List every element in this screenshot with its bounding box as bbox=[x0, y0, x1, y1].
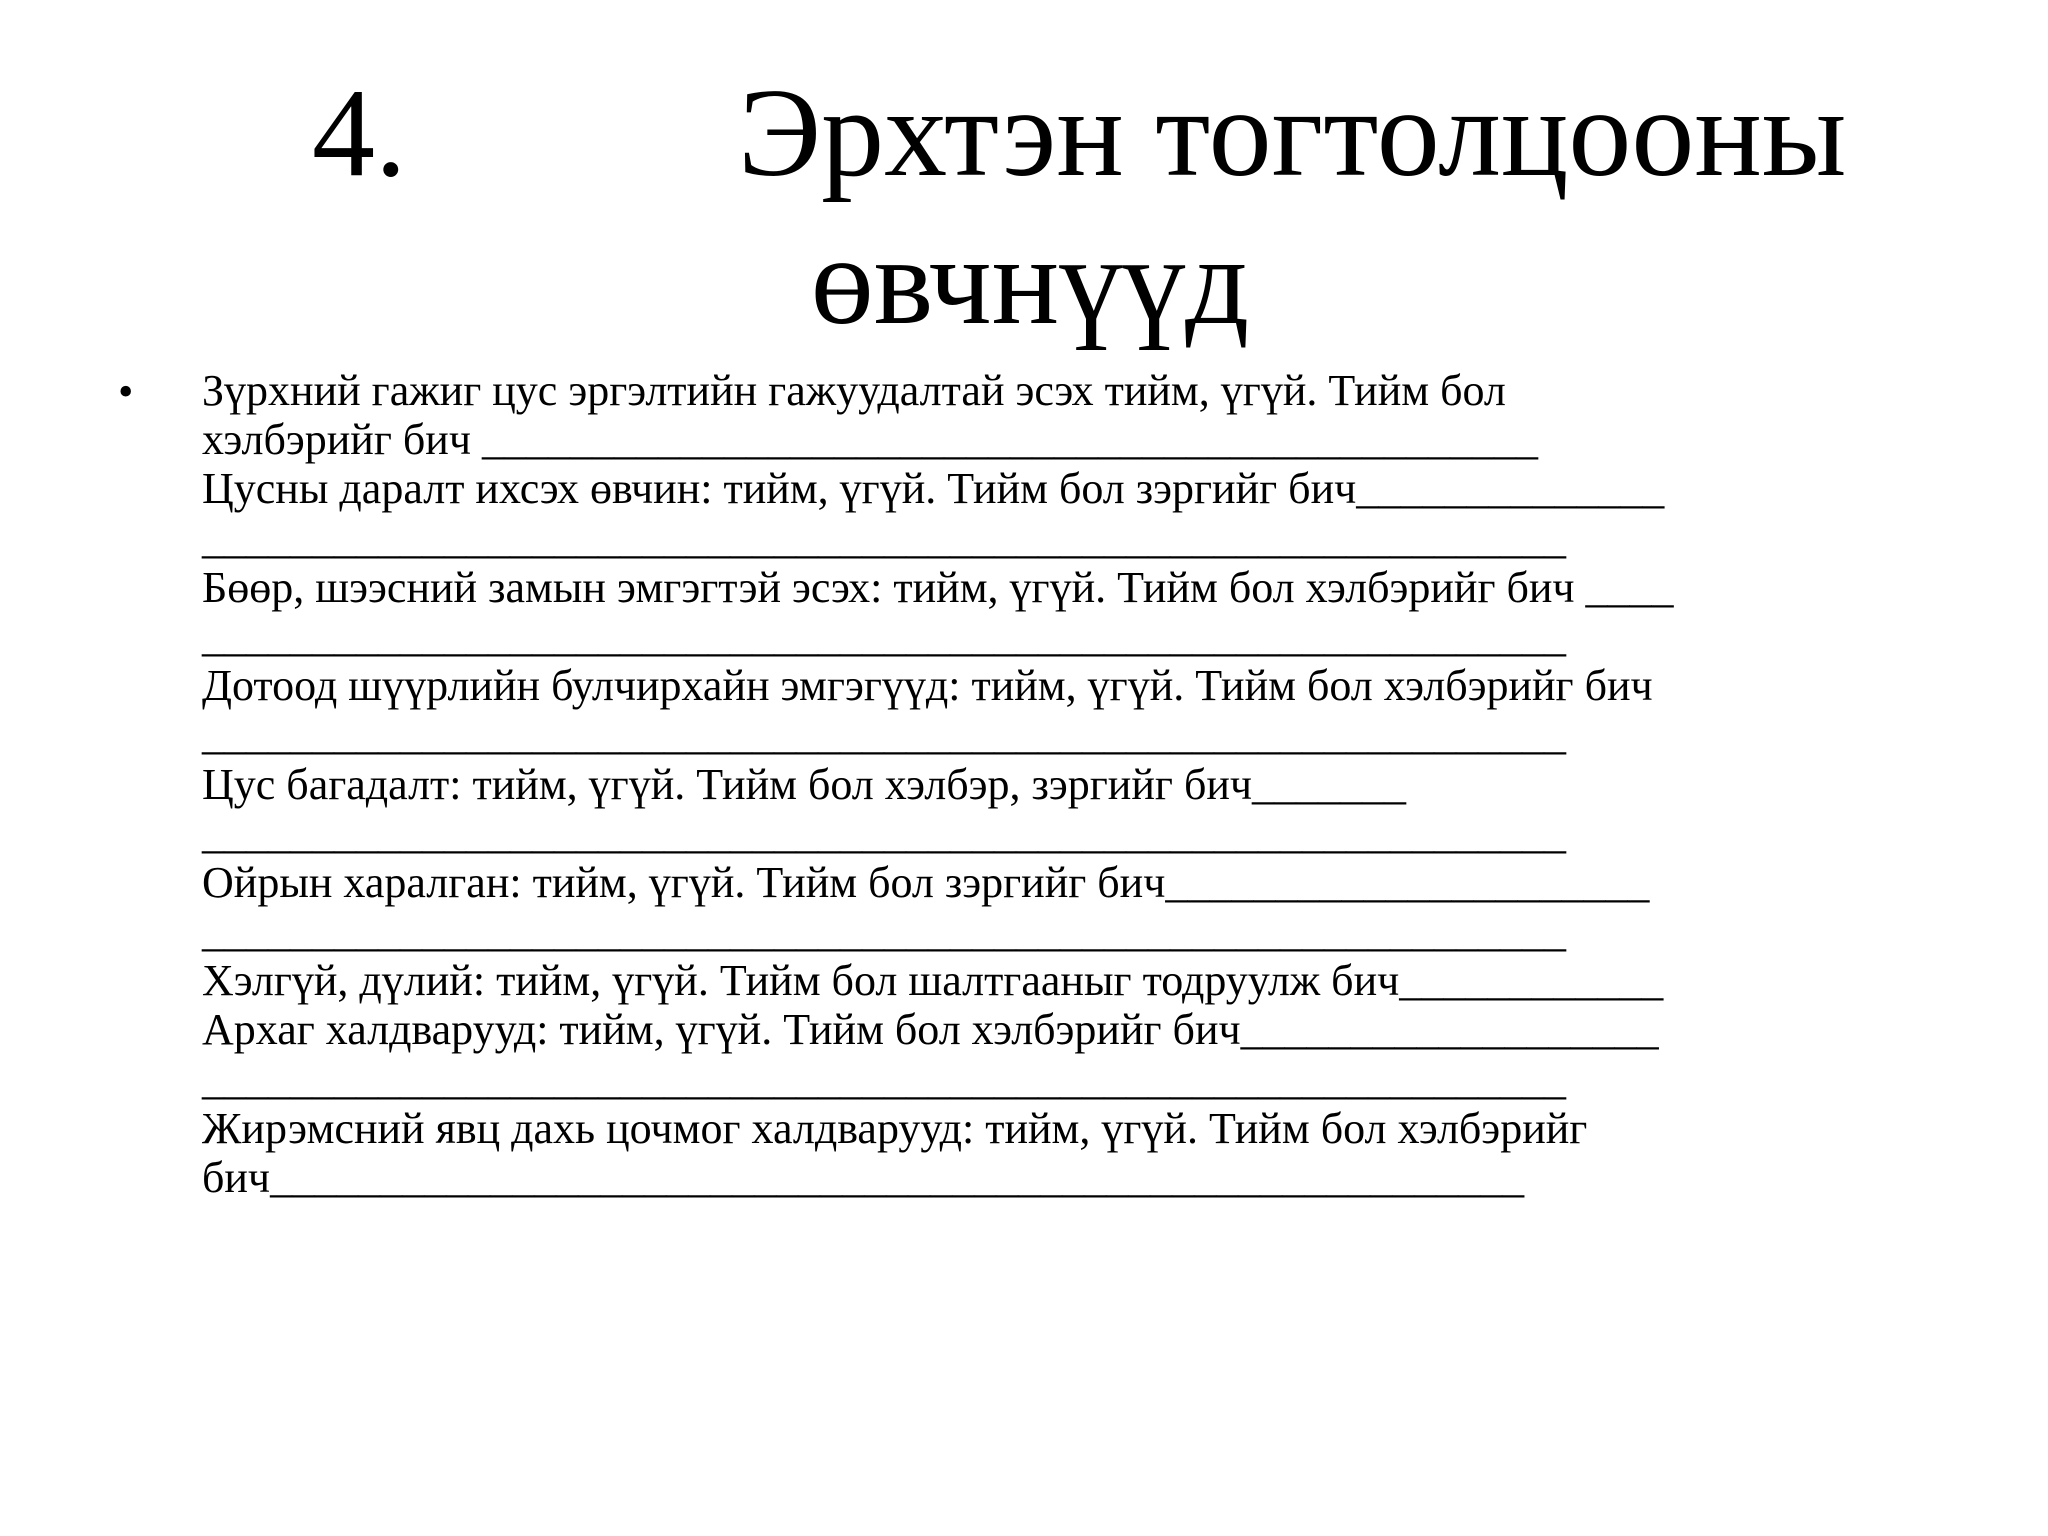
text-line: Дотоод шүүрлийн булчирхайн эмгэгүүд: тийм, үгүй. Тийм бол хэлбэрийг бич bbox=[202, 661, 1653, 711]
text-line: Бөөр, шээсний замын эмгэгтэй эсэх: тийм, үгүй. Тийм бол хэлбэрийг бич ____ bbox=[202, 562, 1674, 612]
title-number: 4. bbox=[312, 64, 407, 203]
title-line-2: өвчнүүд bbox=[810, 212, 1250, 351]
bullet-symbol: • bbox=[118, 367, 134, 416]
title-line-1 bbox=[0, 60, 2048, 208]
text-line: ______________________________________________________________ bbox=[202, 513, 1566, 563]
text-line: Зүрхний гажиг цус эргэлтийн гажуудалтай эсэх тийм, үгүй. Тийм бол bbox=[202, 366, 1506, 415]
text-line: ______________________________________________________________ bbox=[202, 710, 1566, 760]
text-line: ______________________________________________________________ bbox=[202, 907, 1566, 957]
slide-title bbox=[0, 60, 2048, 351]
title-text-1: Эрхтэн тогтолцооны bbox=[738, 64, 1847, 203]
text-line: ______________________________________________________________ bbox=[202, 611, 1566, 661]
text-line: хэлбэрийг бич ________________________________________________ bbox=[202, 415, 1538, 465]
text-line: Хэлгүй, дүлий: тийм, үгүй. Тийм бол шалтгааныг тодруулж бич____________ bbox=[202, 956, 1664, 1006]
text-line: Ойрын харалган: тийм, үгүй. Тийм бол зэргийг бич______________________ bbox=[202, 857, 1650, 907]
text-line: Цусны даралт ихсэх өвчин: тийм, үгүй. Тийм бол зэргийг бич______________ bbox=[202, 464, 1665, 514]
bullet-text bbox=[202, 366, 1962, 1202]
text-line: Архаг халдварууд: тийм, үгүй. Тийм бол хэлбэрийг бич___________________ bbox=[202, 1005, 1659, 1055]
text-line: ______________________________________________________________ bbox=[202, 1054, 1566, 1104]
text-line: ______________________________________________________________ bbox=[202, 808, 1566, 858]
text-line: Цус багадалт: тийм, үгүй. Тийм бол хэлбэр, зэргийг бич_______ bbox=[202, 759, 1407, 809]
text-line: бич_________________________________________________________ bbox=[202, 1153, 1525, 1202]
text-line: Жирэмсний явц дахь цочмог халдварууд: тийм, үгүй. Тийм бол хэлбэрийг bbox=[202, 1103, 1588, 1153]
